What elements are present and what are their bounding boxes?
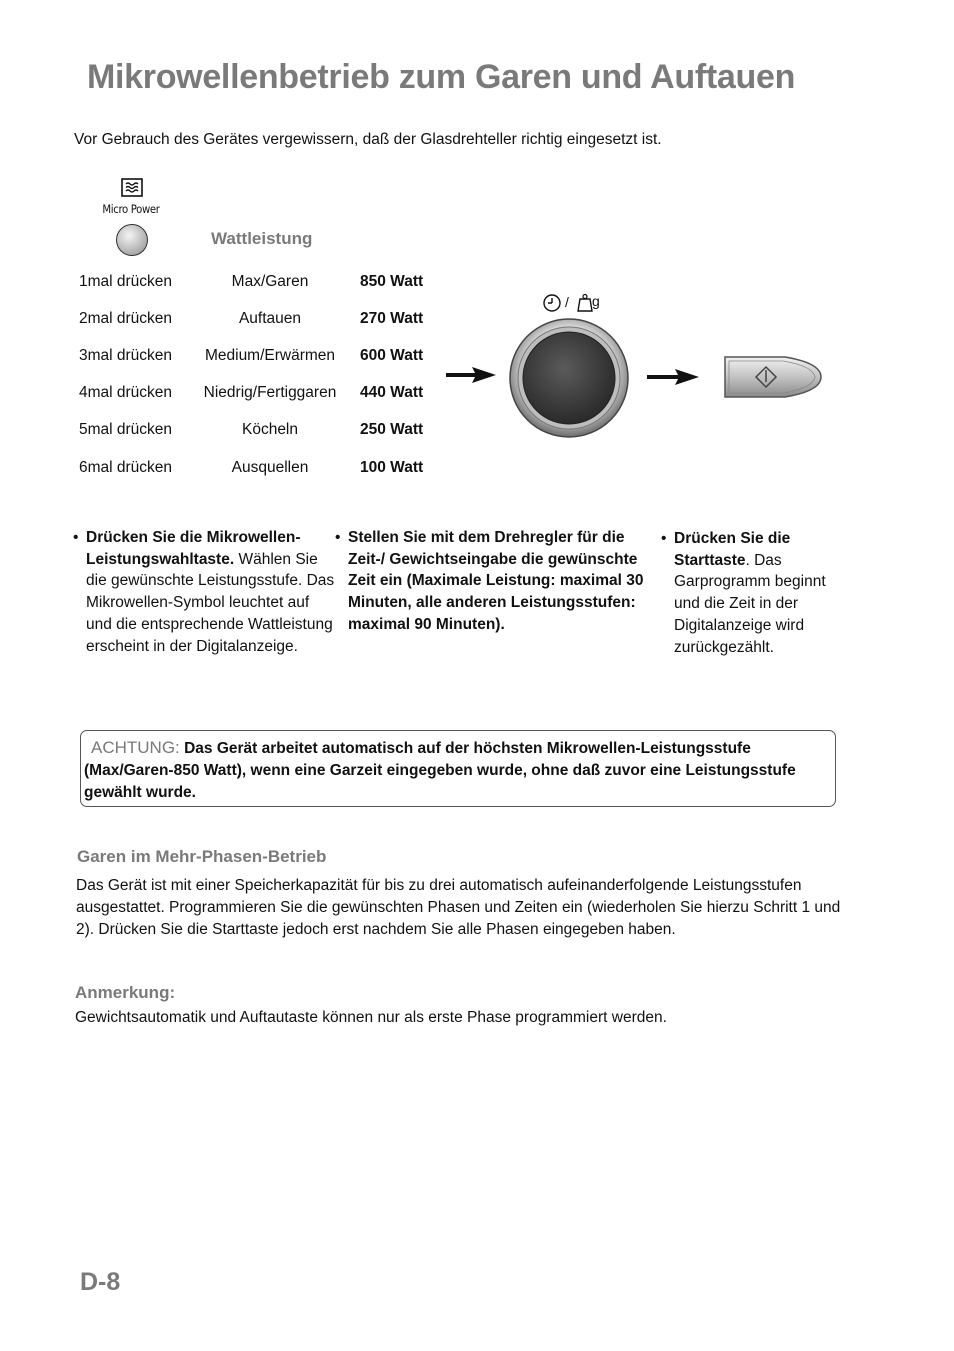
press-count: 2mal drücken [79, 310, 173, 327]
note-heading: Anmerkung: [75, 983, 176, 1002]
note-text: Gewichtsautomatik und Auftautaste können nur als erste Phase programmiert werden. [75, 1009, 667, 1026]
table-row [0, 384, 460, 408]
table-row [0, 421, 460, 445]
table-row [0, 459, 460, 483]
micro-power-label: Micro Power [102, 202, 160, 216]
power-watt: 250 Watt [360, 421, 424, 438]
arrow-right-icon [446, 366, 496, 384]
power-watt: 100 Watt [360, 459, 424, 476]
power-watt: 440 Watt [360, 384, 424, 401]
press-count: 4mal drücken [79, 384, 173, 401]
power-mode: Ausquellen [231, 459, 309, 476]
time-weight-icon [542, 292, 602, 314]
step-1-text: • Drücken Sie die Mikrowellen-Leistungswahltaste. Wählen Sie die gewünschte Leistungsstufe. Das Mikrowellen-Symbol leuchtet auf und die entsprechende Wattleistung erscheint in der Digitalanzeige. [73, 529, 335, 655]
step-3-body: . Das Garprogramm beginnt und die Zeit in der Digitalanzeige wird zurückgezählt. [674, 551, 826, 656]
power-mode: Niedrig/Fertiggaren [203, 384, 337, 401]
power-mode: Medium/Erwärmen [204, 347, 336, 364]
watt-header: Wattleistung [211, 229, 313, 248]
power-mode: Auftauen [238, 310, 302, 327]
warning-label: ACHTUNG: [91, 738, 180, 757]
press-count: 5mal drücken [79, 421, 173, 438]
dial-symbol-separator: / [565, 294, 569, 310]
microwave-wave-icon [121, 178, 143, 197]
power-watt: 600 Watt [360, 347, 424, 364]
multiphase-text: Das Gerät ist mit einer Speicherkapazität für bis zu drei automatisch aufeinanderfolgende Leistungsstufen ausgestattet. Programmieren Sie die gewünschten Phasen und Zeiten ein (wiederholen Sie hierzu Schritt 1 und 2). Drücken Sie die Starttaste jedoch erst nachdem Sie alle Phasen eingegeben haben. [76, 877, 841, 938]
table-row [0, 273, 460, 297]
multiphase-heading: Garen im Mehr-Phasen-Betrieb [77, 847, 327, 866]
warning-body: Das Gerät arbeitet automatisch auf der höchsten Mikrowellen-Leistungsstufe (Max/Garen-850 Watt), wenn eine Garzeit eingegeben wurde, ohne daß zuvor eine Leistungsstufe gewählt wurde. [84, 740, 796, 801]
power-watt: 850 Watt [360, 273, 424, 290]
dial-symbol-unit: g [592, 293, 600, 309]
step-3-text: • Drücken Sie die Starttaste. Das Garprogramm beginnt und die Zeit in der Digitalanzeige wird zurückgezählt. [661, 530, 826, 656]
intro-text: Vor Gebrauch des Gerätes vergewissern, daß der Glasdrehteller richtig eingesetzt ist. [74, 131, 662, 148]
arrow-right-icon [647, 368, 699, 386]
warning-text [84, 737, 829, 804]
start-button[interactable] [723, 355, 823, 399]
step-2-body: Stellen Sie mit dem Drehregler für die Zeit-/ Gewichtseingabe die gewünschte Zeit ein (Maximale Leistung: maximal 30 Minuten, alle anderen Leistungsstufen: maximal 90 Minuten). [348, 529, 644, 633]
page-title: Mikrowellenbetrieb zum Garen und Auftauen [87, 58, 796, 96]
step-3-bold: Drücken Sie die Starttaste [674, 530, 791, 569]
power-mode: Köcheln [241, 421, 298, 438]
table-row [0, 310, 460, 334]
press-count: 1mal drücken [79, 273, 173, 290]
page-number: D-8 [80, 1268, 121, 1296]
table-row [0, 347, 460, 371]
power-mode: Max/Garen [231, 273, 309, 290]
step-2-text: • Stellen Sie mit dem Drehregler für die Zeit-/ Gewichtseingabe die gewünschte Zeit ein (Maximale Leistung: maximal 30 Minuten, alle anderen Leistungsstufen: maximal 90 Minuten). [335, 529, 644, 633]
micro-power-button[interactable] [116, 224, 148, 256]
press-count: 6mal drücken [79, 459, 173, 476]
press-count: 3mal drücken [79, 347, 173, 364]
time-weight-dial[interactable] [508, 317, 630, 439]
power-watt: 270 Watt [360, 310, 424, 327]
step-1-body: Wählen Sie die gewünschte Leistungsstufe. Das Mikrowellen-Symbol leuchtet auf und die entsprechende Wattleistung erscheint in der Digitalanzeige. [86, 550, 335, 655]
step-1-bold: Drücken Sie die Mikrowellen-Leistungswahltaste. [86, 529, 301, 568]
